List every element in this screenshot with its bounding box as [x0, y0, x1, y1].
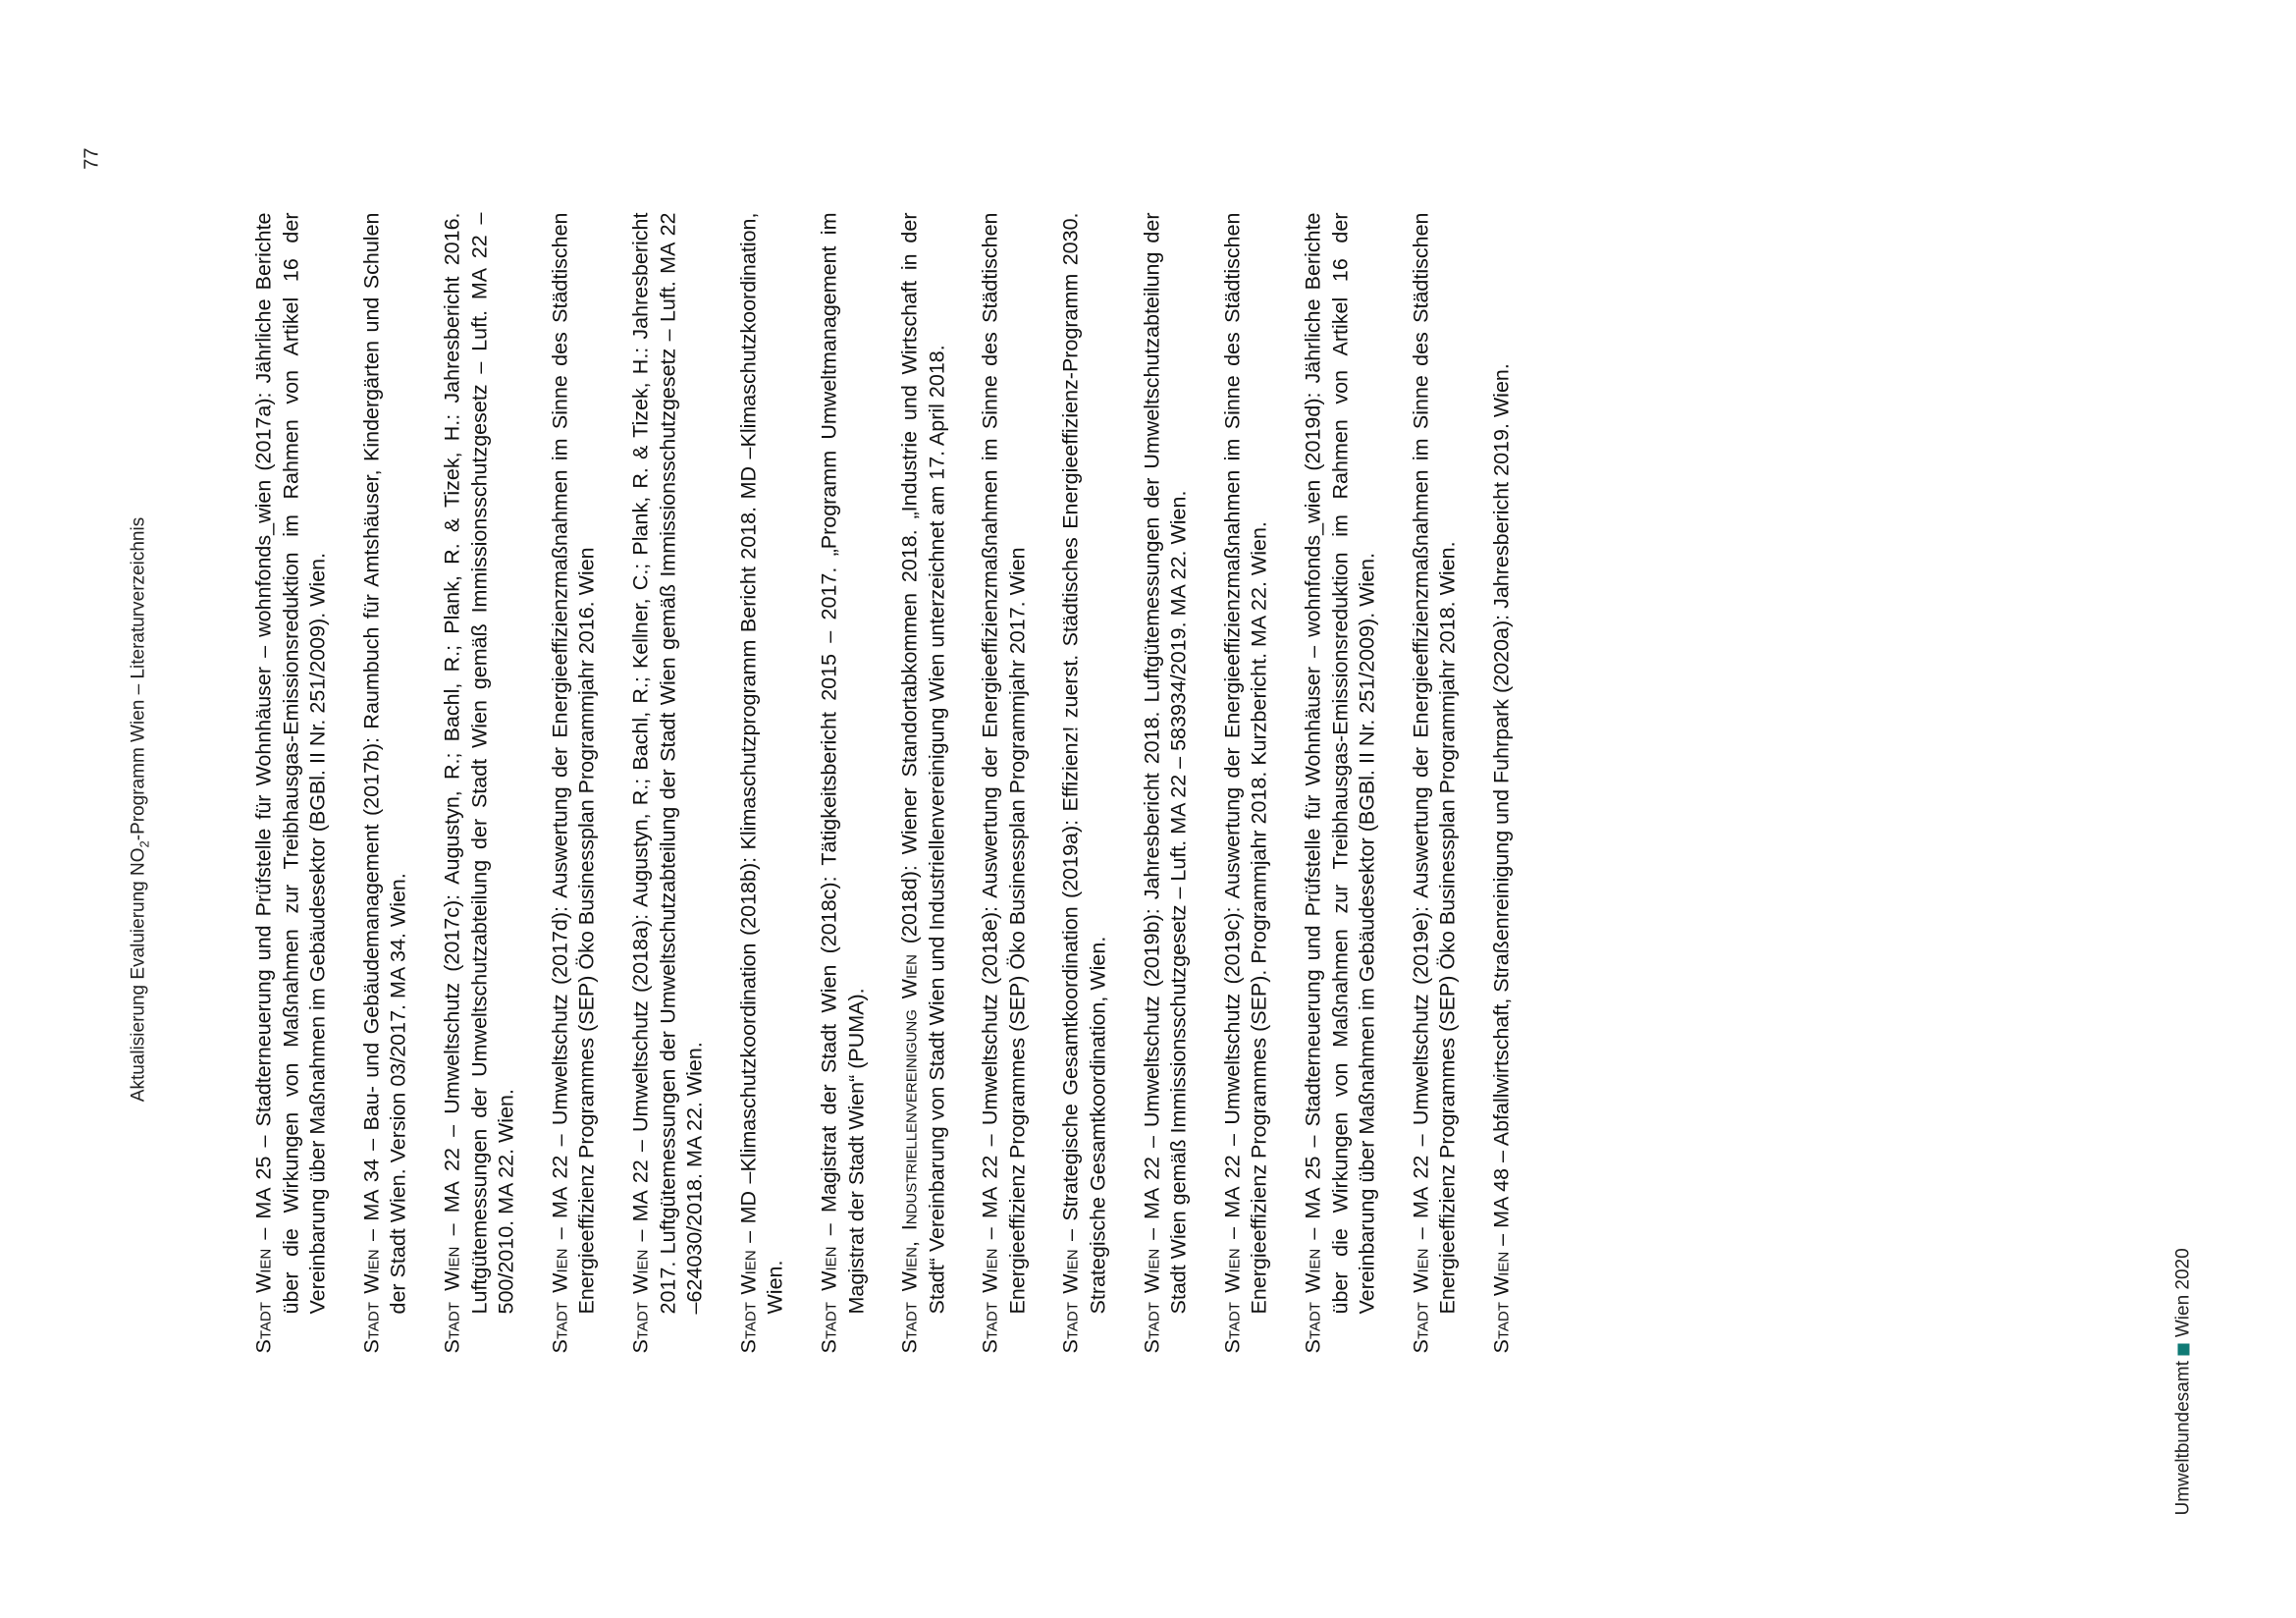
entry-author: Stadt Wien — [735, 1249, 760, 1353]
footer-edition: Wien 2020 — [2172, 1247, 2193, 1337]
bibliography-entry — [1488, 212, 1516, 1353]
entry-text: – MA 22 – Umweltschutz (2017c): Augustyn, R.; Bachl, R.; Plank, R. & Tizek, H.: Jahresbericht 2016. Luftgütemessungen der Umweltschutzabteilung der Stadt Wien gemäß Immissionsschutzgesetz – Luft. MA 22 – 500/2010. MA 22. Wien. — [439, 212, 518, 1314]
entry-author: Stadt Wien — [1408, 1248, 1432, 1353]
page-number: 77 — [80, 147, 102, 170]
bibliography-entry — [1139, 212, 1193, 1353]
bibliography-entry — [1057, 212, 1111, 1353]
bibliography-entry — [735, 212, 789, 1353]
running-header — [128, 0, 151, 1618]
bibliography-entry — [1219, 212, 1273, 1353]
entry-text: – Strategische Gesamtkoordination (2019a): Effizienz! zuerst. Städtisches Energieeffizienz-Programm 2030. Strategische Gesamtkoordination, Wien. — [1058, 212, 1110, 1314]
entry-author: Stadt Wien — [358, 1248, 383, 1353]
entry-text: (2018d): Wiener Standortabkommen 2018. „Industrie und Wirtschaft in der Stadt“ Vereinbarung von Stadt Wien und Industriellenvereinigung Wien unterzeichnet am 17. April 2018. — [897, 212, 948, 1314]
bibliography-entry — [250, 212, 332, 1353]
entry-author: Stadt Wien — [547, 1248, 571, 1353]
page-footer — [2172, 1248, 2194, 1515]
bibliography-entry — [977, 212, 1031, 1353]
bibliography-entry — [627, 212, 709, 1353]
entry-author: Stadt Wien — [439, 1246, 463, 1353]
footer-separator-square — [2177, 1343, 2189, 1355]
entry-author: Stadt Wien — [1489, 1251, 1513, 1353]
entry-text: – MA 22 – Umweltschutz (2018e): Auswertung der Energieeffizienzmaßnahmen im Sinne des Städtischen Energieeffizienz Programmes (SEP) Öko Businessplan Programmjahr 2017. Wien — [978, 212, 1029, 1314]
entry-author: Stadt Wien — [816, 1246, 840, 1353]
entry-author: Stadt Wien — [1058, 1248, 1083, 1353]
entry-text: – MA 22 – Umweltschutz (2018a): Augustyn, R.; Bachl, R.; Kellner, C.; Plank, R. & Tizek, H.: Jahresbericht 2017. Luftgütemessungen der Umweltschutzabteilung der Stadt Wien gemäß Immissionsschutzgesetz – Luft. MA 22 –624030/2018. MA 22. Wien. — [627, 212, 707, 1314]
entry-author: Stadt Wien — [251, 1248, 275, 1353]
entry-text: – MA 48 – Abfallwirtschaft, Straßenreinigung und Fuhrpark (2020a): Jahresbericht 2019. Wien. — [1489, 362, 1513, 1252]
entry-text: – MA 34 – Bau- und Gebäudemanagement (2017b): Raumbuch für Amtshäuser, Kindergärten und Schulen der Stadt Wien. Version 03/2017. MA 34. Wien. — [358, 212, 410, 1314]
entry-author: Stadt Wien — [978, 1248, 1002, 1353]
footer-publisher: Umweltbundesamt — [2172, 1360, 2193, 1515]
bibliography-entry — [896, 212, 950, 1353]
bibliography-entry — [547, 212, 601, 1353]
header-title-end: -Programm Wien – Literaturverzeichnis — [128, 516, 148, 840]
entry-text: – MA 22 – Umweltschutz (2019c): Auswertung der Energieeffizienzmaßnahmen im Sinne des Städtischen Energieeffizienz Programmes (SEP). Programmjahr 2018. Kurzbericht. MA 22. Wien. — [1219, 212, 1271, 1314]
entry-text: – MD –Klimaschutzkoordination (2018b): Klimaschutzprogramm Bericht 2018. MD –Klimaschutzkoordination, Wien. — [735, 212, 787, 1314]
entry-text: – MA 22 – Umweltschutz (2019e): Auswertung der Energieeffizienzmaßnahmen im Sinne des Städtischen Energieeffizienz Programmes (SEP) Öko Businessplan Programmjahr 2018. Wien. — [1408, 212, 1460, 1314]
entry-text: – MA 22 – Umweltschutz (2019b): Jahresbericht 2018. Luftgütemessungen der Umweltschutzabteilung der Stadt Wien gemäß Immissionsschutzgesetz – Luft. MA 22 – 583934/2019. MA 22. Wien. — [1139, 212, 1191, 1314]
bibliography-entry — [816, 212, 870, 1353]
entry-text: – MA 25 – Stadterneuerung und Prüfstelle für Wohnhäuser – wohnfonds_wien (2019d): Jährliche Berichte über die Wirkungen von Maßnahmen zur Treibhausgas-Emissionsreduktion im Rahmen von Artikel 16 der Vereinbarung über Maßnahmen im Gebäudesektor (BGBl. II Nr. 251/2009). Wien. — [1301, 212, 1379, 1314]
entry-text: – Magistrat der Stadt Wien (2018c): Tätigkeitsbericht 2015 – 2017. „Programm Umweltmanagement im Magistrat der Stadt Wien“ (PUMA). — [816, 212, 868, 1314]
bibliography-entry — [358, 212, 412, 1353]
entry-text: – MA 25 – Stadterneuerung und Prüfstelle für Wohnhäuser – wohnfonds_wien (2017a): Jährliche Berichte über die Wirkungen von Maßnahmen zur Treibhausgas-Emissionsreduktion im Rahmen von Artikel 16 der Vereinbarung über Maßnahmen im Gebäudesektor (BGBl. II Nr. 251/2009). Wien. — [251, 212, 330, 1314]
entry-author: Stadt Wien — [1301, 1248, 1325, 1353]
entry-author: Stadt Wien — [1219, 1247, 1244, 1353]
entry-author: Stadt Wien — [627, 1249, 652, 1353]
entry-author: Stadt Wien — [1139, 1248, 1163, 1353]
bibliography-entry — [1408, 212, 1462, 1353]
entry-text: – MA 22 – Umweltschutz (2017d): Auswertung der Energieeffizienzmaßnahmen im Sinne des Städtischen Energieeffizienz Programmes (SEP) Öko Businessplan Programmjahr 2016. Wien — [547, 212, 599, 1314]
entry-author: Stadt Wien, Industriellenvereinigung Wien — [897, 953, 922, 1353]
header-title-subscript: 2 — [135, 839, 151, 847]
bibliography-entry — [1300, 212, 1381, 1353]
header-title-start: Aktualisierung Evaluierung NO — [128, 846, 148, 1102]
bibliography-list — [250, 212, 1542, 1353]
bibliography-entry — [439, 212, 520, 1353]
